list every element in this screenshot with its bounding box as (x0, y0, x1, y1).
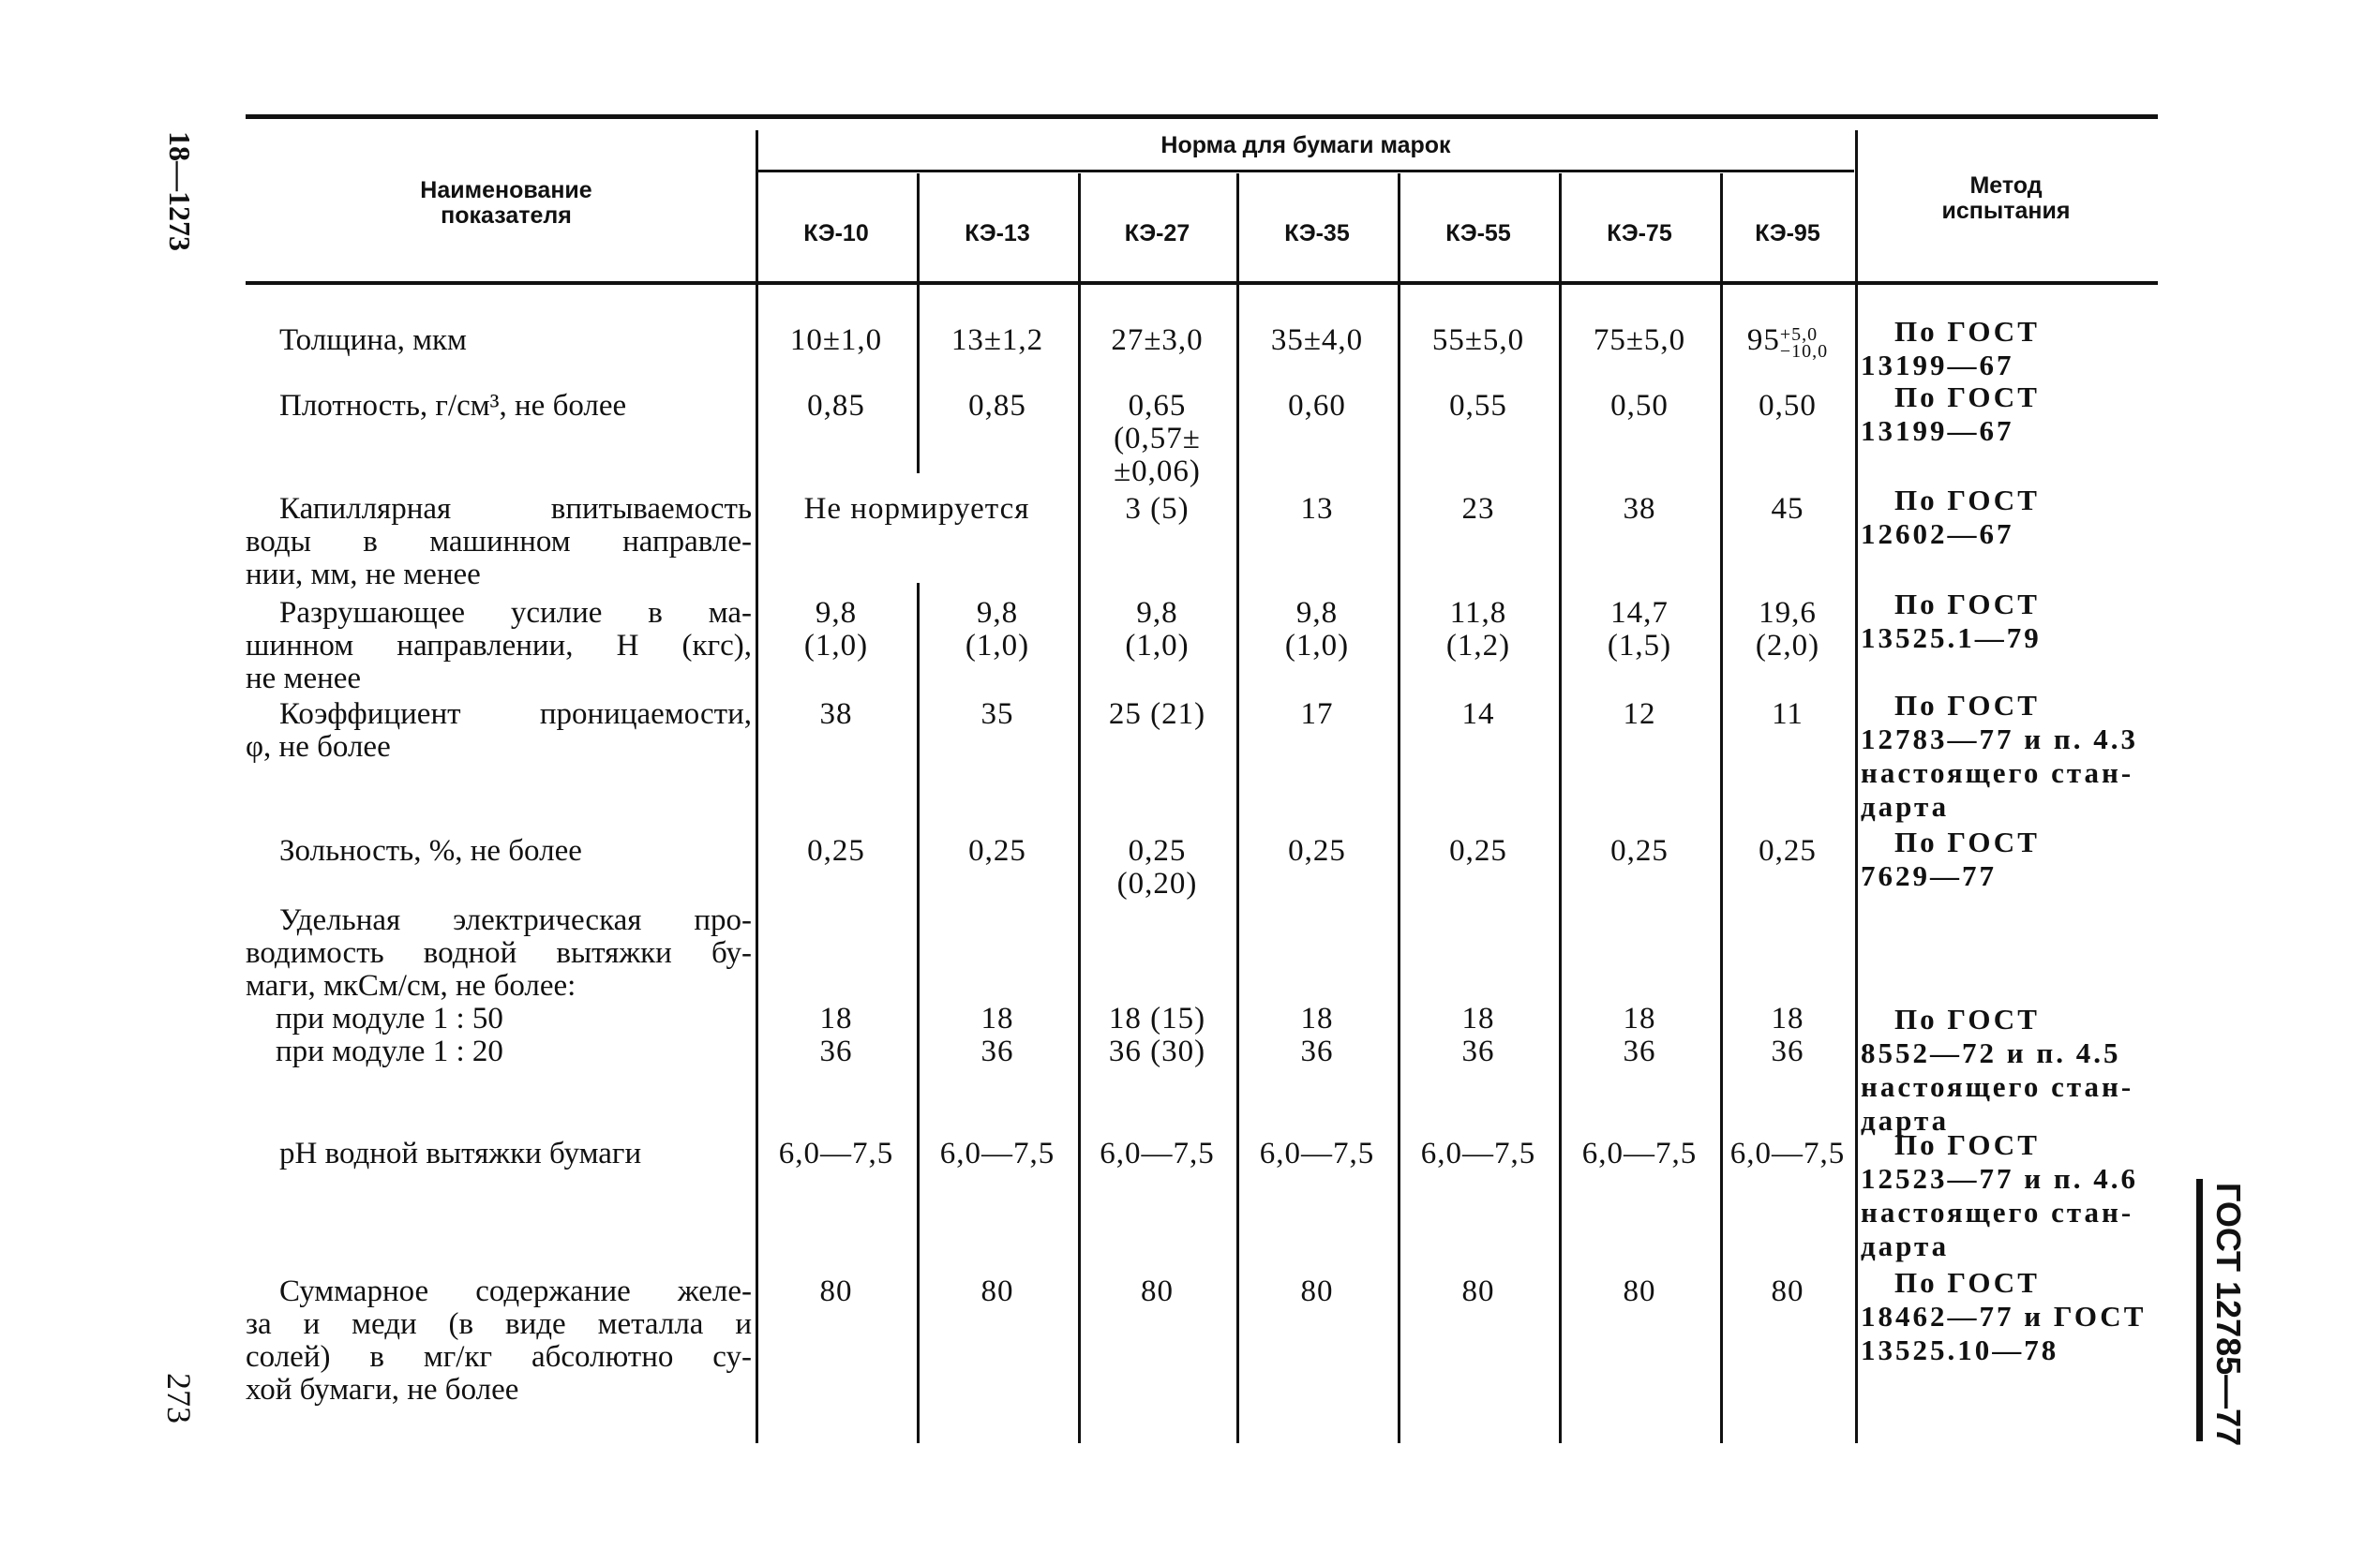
value-text: 11 (1772, 697, 1804, 731)
value-text: 18 36 (1461, 1002, 1495, 1068)
norm-value-кэ-55 (1398, 1003, 1559, 1068)
norm-value-кэ-35 (1236, 390, 1398, 423)
value-text: 18 36 (1623, 1002, 1656, 1068)
indicator-name-line: за и меди (в виде металла и (246, 1307, 752, 1341)
value-text: 0,25 (0,20) (1116, 834, 1198, 901)
indicator-name-line: Плотность, г/см³, не более (279, 389, 627, 423)
value-text: 6,0—7,5 (1729, 1137, 1846, 1170)
indicator-name (246, 835, 752, 868)
value-text: 38 (1623, 492, 1656, 526)
indicator-name-line: Зольность, %, не более (279, 834, 582, 868)
value-text: 9,8 (1,0) (965, 596, 1030, 663)
indicator-name-line: хой бумаги, не более (246, 1373, 519, 1407)
indicator-name (246, 698, 752, 764)
value-text: 0,85 (807, 389, 865, 423)
norm-value-кэ-55 (1398, 1138, 1559, 1170)
test-method-line: настоящего стан- (1861, 1196, 2134, 1229)
norm-value-кэ-13 (917, 1138, 1078, 1170)
value-text: 0,25 (1449, 834, 1507, 868)
norm-value-кэ-95 (1720, 1275, 1855, 1308)
norm-value-кэ-13 (917, 390, 1078, 423)
norm-value-кэ-95 (1720, 390, 1855, 423)
value-text: 14 (1461, 697, 1495, 731)
test-method-line: 18462—77 и ГОСТ (1861, 1300, 2147, 1333)
test-method (1861, 1128, 2161, 1263)
header-method-column: Метод испытания (1941, 172, 2071, 224)
header-grade: КЭ-13 (965, 220, 1030, 246)
value-text: 19,6 (2,0) (1755, 596, 1820, 663)
indicator-name-line: воды в машинном направле- (246, 525, 752, 559)
test-method (1861, 315, 2161, 382)
header-norm-group: Норма для бумаги марок (1160, 132, 1451, 158)
norm-value-кэ-75 (1559, 835, 1720, 868)
indicator-name (246, 597, 752, 695)
test-method-line: По ГОСТ (1894, 826, 2040, 858)
norm-value-кэ-55 (1398, 390, 1559, 423)
indicator-name-line: Разрушающее усилие в ма- (279, 596, 752, 630)
norm-value-кэ-27 (1078, 324, 1236, 357)
norm-value-кэ-55 (1398, 835, 1559, 868)
value-text: 80 (1771, 1274, 1804, 1308)
value-text: 0,55 (1449, 389, 1507, 423)
test-method (1861, 826, 2161, 893)
norm-value-кэ-75 (1559, 390, 1720, 423)
indicator-name-line: маги, мкСм/см, не более: (246, 969, 576, 1003)
norm-value-кэ-13 (917, 324, 1078, 357)
test-method-line: По ГОСТ (1894, 380, 2040, 413)
value-text: 14,7 (1,5) (1607, 596, 1672, 663)
test-method-line: дарта (1861, 790, 1950, 823)
norm-value-кэ-75 (1559, 324, 1720, 357)
norm-value-кэ-10 (756, 390, 917, 423)
value-text: 23 (1461, 492, 1495, 526)
value-text: 13 (1300, 492, 1334, 526)
norm-value-кэ-75 (1559, 1275, 1720, 1308)
test-method-line: настоящего стан- (1861, 756, 2134, 789)
norm-value-кэ-27 (1078, 493, 1236, 526)
norm-value-кэ-27 (1078, 390, 1236, 488)
value-text: 75±5,0 (1593, 323, 1686, 357)
value-text: 0,25 (1759, 834, 1817, 868)
value-text: 0,50 (1759, 389, 1817, 423)
norm-value-кэ-13 (917, 698, 1078, 731)
norm-group-rule (757, 170, 1854, 172)
norm-value-кэ-55 (1398, 698, 1559, 731)
norm-value-кэ-35 (1236, 597, 1398, 663)
value-text: 80 (819, 1274, 853, 1308)
norm-value-кэ-75 (1559, 493, 1720, 526)
norm-value-кэ-13 (917, 1275, 1078, 1308)
test-method (1861, 1003, 2161, 1138)
norm-value-кэ-10 (756, 698, 917, 731)
norm-value-кэ-27 (1078, 1138, 1236, 1170)
norm-value-кэ-95 (1720, 597, 1855, 663)
norm-value-кэ-27 (1078, 597, 1236, 663)
value-text: 35±4,0 (1270, 323, 1364, 357)
test-method-line: 12602—67 (1861, 517, 2014, 550)
tolerance-minus: −10,0 (1779, 341, 1829, 362)
test-method-line: По ГОСТ (1894, 484, 2040, 516)
test-method-line: По ГОСТ (1894, 1003, 2040, 1036)
test-method-line: 13525.1—79 (1861, 621, 2042, 654)
norm-value-кэ-10 (756, 597, 917, 663)
indicator-subname: при модуле 1 : 20 (276, 1035, 503, 1068)
indicator-name-line: Толщина, мкм (279, 323, 467, 357)
value-text: 80 (980, 1274, 1014, 1308)
norm-value-кэ-27 (1078, 1275, 1236, 1308)
norm-value-кэ-27 (1078, 1003, 1236, 1068)
norm-value-кэ-35 (1236, 1275, 1398, 1308)
header-grade: КЭ-95 (1755, 220, 1820, 246)
test-method-line: По ГОСТ (1894, 1128, 2040, 1161)
norm-value-кэ-27 (1078, 835, 1236, 901)
norm-value-кэ-55 (1398, 493, 1559, 526)
value-text: 17 (1300, 697, 1334, 731)
norm-value-кэ-10 (756, 493, 1078, 526)
value-text: 18 36 (1300, 1002, 1334, 1068)
test-method (1861, 689, 2161, 824)
value-text: 18 36 (819, 1002, 853, 1068)
norm-value-кэ-27 (1078, 698, 1236, 731)
test-method-line: 12783—77 и п. 4.3 (1861, 723, 2138, 755)
indicator-subname: при модуле 1 : 50 (276, 1002, 503, 1036)
value-text: 80 (1300, 1274, 1334, 1308)
test-method-line: 12523—77 и п. 4.6 (1861, 1162, 2138, 1195)
indicator-name (246, 904, 752, 1068)
indicator-name-line: солей) в мг/кг абсолютно су- (246, 1340, 752, 1374)
test-method-line: дарта (1861, 1230, 1950, 1262)
indicator-name-line: Капиллярная впитываемость (279, 492, 752, 526)
value-text: 6,0—7,5 (1581, 1137, 1698, 1170)
test-method (1861, 380, 2161, 448)
indicator-name-line: Удельная электрическая про- (279, 903, 752, 937)
test-method-line: настоящего стан- (1861, 1070, 2134, 1103)
value-text: 25 (21) (1108, 697, 1206, 731)
norm-value-кэ-13 (917, 1003, 1078, 1068)
value-text: 80 (1623, 1274, 1656, 1308)
header-grade: КЭ-27 (1124, 220, 1190, 246)
value-text: 0,60 (1288, 389, 1346, 423)
norm-value-кэ-35 (1236, 835, 1398, 868)
test-method-line: 13525.10—78 (1861, 1334, 2059, 1366)
header-grade: КЭ-55 (1445, 220, 1511, 246)
indicator-name-line: водимость водной вытяжки бу- (246, 936, 752, 970)
value-text: 80 (1461, 1274, 1495, 1308)
norm-value-кэ-10 (756, 835, 917, 868)
indicator-name (246, 324, 752, 357)
norm-value-кэ-10 (756, 324, 917, 357)
norm-value-кэ-13 (917, 835, 1078, 868)
norm-value-кэ-10 (756, 1275, 917, 1308)
value-text: 27±3,0 (1111, 323, 1204, 357)
norm-value-кэ-75 (1559, 1138, 1720, 1170)
tolerance (1780, 326, 1828, 360)
test-method (1861, 484, 2161, 551)
value-text: 18 36 (1771, 1002, 1804, 1068)
value-text: 0,25 (968, 834, 1026, 868)
header-name-column: Наименование показателя (420, 177, 592, 229)
value-text: 6,0—7,5 (1100, 1137, 1215, 1170)
indicator-name (246, 493, 752, 591)
value-text: 0,65 (0,57± ±0,06) (1114, 389, 1201, 488)
indicator-name (246, 1275, 752, 1407)
test-method (1861, 1266, 2161, 1367)
value-text: 55±5,0 (1431, 323, 1525, 357)
value-text: 0,25 (1610, 834, 1669, 868)
norm-value-кэ-95 (1720, 1138, 1855, 1170)
value-text: 11,8 (1,2) (1445, 596, 1511, 663)
test-method (1861, 588, 2161, 655)
indicator-name-line: Суммарное содержание желе- (279, 1274, 752, 1308)
value-text: 6,0—7,5 (939, 1137, 1055, 1170)
value-text: 3 (5) (1125, 492, 1190, 526)
value-text: 0,25 (807, 834, 865, 868)
test-method-line: 13199—67 (1861, 349, 2014, 381)
value-text: 18 36 (980, 1002, 1014, 1068)
value-text: Не нормируется (803, 492, 1030, 526)
value-text: 9,8 (1,0) (1284, 596, 1350, 663)
header-bottom-rule (246, 281, 2158, 285)
indicator-name-line: pH водной вытяжки бумаги (279, 1137, 642, 1170)
norm-value-кэ-55 (1398, 1275, 1559, 1308)
test-method-line: 8552—72 и п. 4.5 (1861, 1036, 2121, 1069)
page-number: 273 (160, 1373, 198, 1423)
signature-mark: 18—1273 (163, 131, 197, 251)
side-bar-rule (2196, 1179, 2203, 1441)
value-text: 18 (15) 36 (30) (1108, 1002, 1206, 1068)
indicator-name (246, 390, 752, 423)
test-method-line: 13199—67 (1861, 414, 2014, 447)
value-text: 0,85 (968, 389, 1026, 423)
value-text: 9,8 (1,0) (1125, 596, 1190, 663)
norm-value-кэ-35 (1236, 1138, 1398, 1170)
test-method-line: По ГОСТ (1894, 1266, 2040, 1299)
norm-value-кэ-35 (1236, 698, 1398, 731)
value-text: 0,25 (1288, 834, 1346, 868)
norm-value-кэ-35 (1236, 1003, 1398, 1068)
indicator-name (246, 1138, 752, 1170)
indicator-name-line: φ, не более (246, 730, 391, 764)
indicator-name-line: нии, мм, не менее (246, 558, 481, 591)
value-text: 6,0—7,5 (778, 1137, 894, 1170)
test-method-line: дарта (1861, 1104, 1950, 1137)
value-text: 13±1,2 (951, 323, 1044, 357)
value-text: 12 (1623, 697, 1656, 731)
indicator-name-line: шинном направлении, Н (кгс), (246, 629, 752, 663)
norm-value-кэ-55 (1398, 597, 1559, 663)
norm-value-кэ-95 (1720, 1003, 1855, 1068)
test-method-line: 7629—77 (1861, 859, 1997, 892)
header-grade: КЭ-35 (1284, 220, 1350, 246)
test-method-line: По ГОСТ (1894, 689, 2040, 722)
value-text: 95 (1746, 323, 1780, 357)
value-text: 10±1,0 (789, 323, 883, 357)
value-text: 45 (1771, 492, 1804, 526)
norm-value-кэ-75 (1559, 597, 1720, 663)
value-text: 35 (980, 697, 1014, 731)
norm-value-кэ-55 (1398, 324, 1559, 357)
value-text: 38 (819, 697, 853, 731)
indicator-name-line: не менее (246, 662, 362, 695)
norm-value-кэ-35 (1236, 493, 1398, 526)
column-rule (917, 285, 920, 473)
norm-value-кэ-10 (756, 1003, 917, 1068)
value-text: 80 (1141, 1274, 1174, 1308)
norm-value-кэ-75 (1559, 1003, 1720, 1068)
indicator-name-line: Коэффициент проницаемости, (279, 697, 752, 731)
norm-value-кэ-95 (1720, 324, 1855, 360)
value-text: 6,0—7,5 (1259, 1137, 1375, 1170)
table-top-rule (246, 114, 2158, 119)
value-text: 9,8 (1,0) (803, 596, 869, 663)
header-grade: КЭ-10 (803, 220, 869, 246)
test-method-line: По ГОСТ (1894, 315, 2040, 348)
norm-value-кэ-10 (756, 1138, 917, 1170)
norm-value-кэ-13 (917, 597, 1078, 663)
tolerance-plus: +5,0 (1779, 324, 1819, 345)
value-text: 6,0—7,5 (1420, 1137, 1536, 1170)
norm-value-кэ-35 (1236, 324, 1398, 357)
test-method-line: По ГОСТ (1894, 588, 2040, 620)
norm-value-кэ-95 (1720, 698, 1855, 731)
norm-value-кэ-95 (1720, 493, 1855, 526)
norm-value-кэ-75 (1559, 698, 1720, 731)
norm-value-кэ-95 (1720, 835, 1855, 868)
header-grade: КЭ-75 (1607, 220, 1672, 246)
column-rule (1855, 130, 1858, 1443)
side-title: ГОСТ 12785—77 (2209, 1183, 2248, 1447)
value-text: 0,50 (1610, 389, 1669, 423)
